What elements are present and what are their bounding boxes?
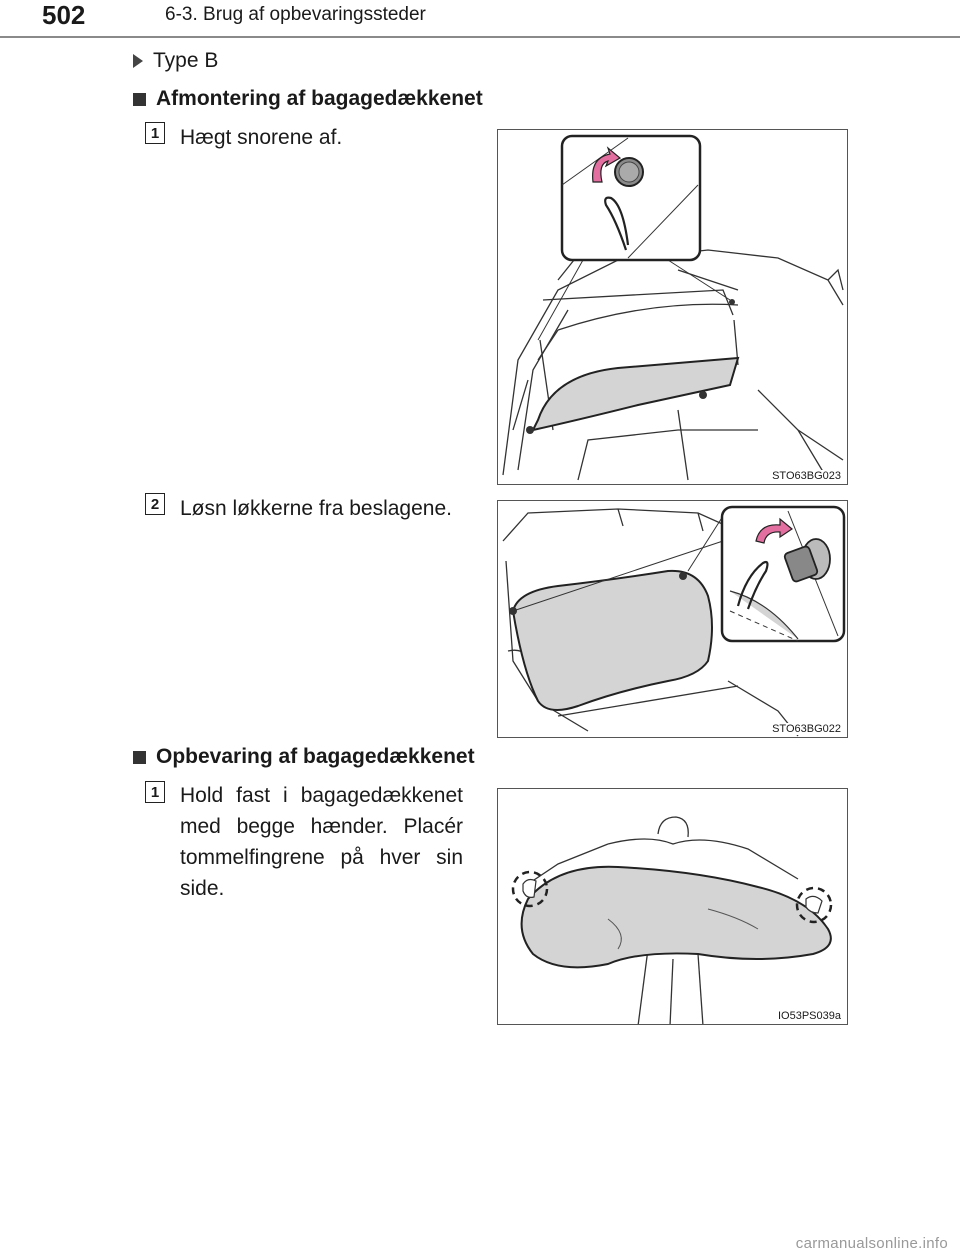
watermark: carmanualsonline.info <box>795 1235 948 1252</box>
figure-code: STO63BG023 <box>772 470 841 482</box>
trunk-cover-illustration <box>498 501 848 738</box>
figure-hold-cover <box>497 788 848 1025</box>
header-rule <box>0 36 960 38</box>
black-square-icon <box>133 93 146 106</box>
storage-heading <box>133 745 475 769</box>
step-text: Løsn løkkerne fra beslagene. <box>180 497 452 520</box>
step-number-badge: 2 <box>145 493 165 515</box>
trunk-open-illustration <box>498 130 848 485</box>
type-label: Type B <box>153 49 219 72</box>
figure-loosen-loops <box>497 500 848 738</box>
person-holding-cover-illustration <box>498 789 848 1025</box>
black-square-icon <box>133 751 146 764</box>
step-text: Hægt snorene af. <box>180 126 343 149</box>
type-line <box>133 49 218 73</box>
figure-unhook-strings <box>497 129 848 485</box>
figure-code: STO63BG022 <box>772 723 841 735</box>
section-title: 6-3. Brug af opbevaringssteder <box>165 4 426 25</box>
removal-heading-text: Afmontering af bagagedækkenet <box>156 87 483 110</box>
removal-heading <box>133 87 483 111</box>
step-number-badge: 1 <box>145 122 165 144</box>
step-number-badge: 1 <box>145 781 165 803</box>
figure-code: IO53PS039a <box>778 1010 841 1022</box>
triangle-right-icon <box>133 54 143 68</box>
step-text: Hold fast i bagagedækkenet med begge hænder. Placér tommelfingrene på hver sin side. <box>180 784 463 900</box>
page-number: 502 <box>42 0 86 30</box>
storage-heading-text: Opbevaring af bagagedækkenet <box>156 745 475 768</box>
